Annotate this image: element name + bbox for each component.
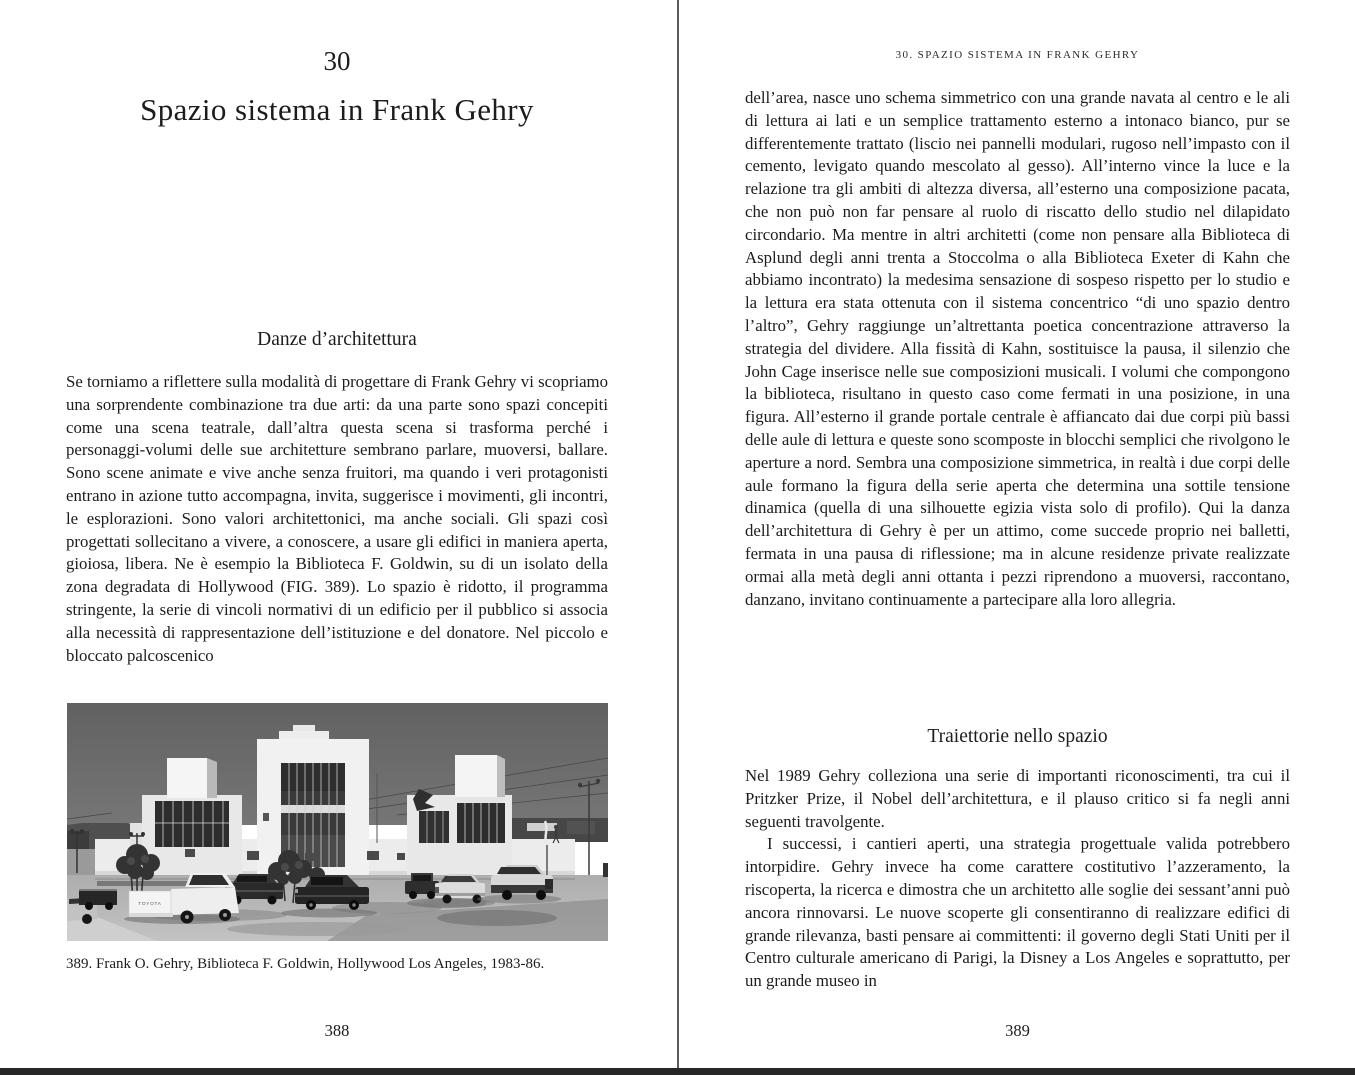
section-heading-danze: Danze d’architettura [257, 329, 417, 350]
section-heading-traiettorie: Traiettorie nello spazio [927, 726, 1108, 747]
library-photo-illustration [67, 703, 608, 941]
page-number-left: 388 [324, 1021, 350, 1040]
figure-photo [67, 703, 608, 941]
page-gutter-divider [677, 0, 679, 1068]
right-page [678, 0, 1355, 1075]
dark-trailer [79, 889, 117, 905]
central-tower [257, 725, 377, 875]
figure-caption: 389. Frank O. Gehry, Biblioteca F. Goldwin, Hollywood Los Angeles, 1983-86. [66, 956, 545, 972]
chapter-title: Spazio sistema in Frank Gehry [140, 92, 534, 127]
body-paragraph: dell’area, nasce uno schema simmetrico con una grande navata al centro e le ali di lettura ai lati e un semplice trattamento esterno a intonaco bianco, pur se differentemente trattato (liscio nei pannelli modulari, rugoso nell’impasto con il cemento, levigato quando mescolato al gesso). All’interno vince la luce e la relazione tra gli ambiti di altezza diversa, all’esterno una composizione pacata, che non può non far pensare al ruolo di riscatto dello studio nel dilapidato circondario. Ma mentre in altri architetti (come non pensare alla Biblioteca di Asplund degli anni trenta a Stoccolma o alla Biblioteca Exeter di Kahn che abbiamo incontrato) la medesima sensazione di sospeso rispetto per lo studio e la lettura era stata ottenuta con il sistema concentrico “di uno spazio dentro l’altro”, Gehry raggiunge un’altrettanta poetica concentrazione attraverso la strategia del dividere. Alla fissità di Kahn, sostituisce la pausa, il silenzio che John Cage inserisce nelle sue composizioni musicali. I volumi che compongono la biblioteca, risultano in questo caso come fermati in una posizione, in una figura. All’esterno il grande portale centrale è affiancato dai due corpi più bassi delle aule di lettura e queste sono scomposte in blocchi semplici che rivolgono le aperture a nord. Sembra una composizione simmetrica, in realtà i due corpi delle aule formano la figura della serie aperta che determina una sottile tensione dinamica (quella di una silhouette egizia vista solo di profilo). Qui la danza dell’architettura di Gehry è per un attimo, come succede proprio nei balletti, fermata in una pausa di riflessione; ma in alcune residenze private realizzate ormai alla metà degli anni ottanta i pezzi riprendono a muoversi, raccontano, danzano, invitano continuamente a partecipare alla loro allegria. [745, 88, 1290, 609]
right-page-body-continuation [745, 87, 1290, 611]
right-page-section-body [745, 765, 1290, 993]
toyota-tailgate-label: TOYOTA [138, 901, 162, 906]
page-number-right: 389 [1005, 1021, 1030, 1040]
left-page-body [66, 371, 608, 667]
chapter-number: 30 [323, 46, 351, 76]
body-paragraph: Se torniamo a riflettere sulla modalità di progettare di Frank Gehry vi scopriamo una sorprendente combinazione tra due arti: da una parte sono spazi concepiti come una scena teatrale, dall’altra questa scena si trasforma perché i personaggi-volumi delle sue architetture sembrano parlare, muoversi, ballare. Sono scene animate e vive anche senza fruitori, ma quando i veri protagonisti entrano in azione tutto accompagna, invita, suggerisce i movimenti, gli incontri, le esplorazioni. Sono valori architettonici, ma anche sociali. Gli spazi così progettati sollecitano a vivere, a conoscere, a usare gli edifici in maniera aperta, gioiosa, libera. Ne è esempio la Biblioteca F. Goldwin, su di un isolato della zona degradata di Hollywood (FIG. 389). Lo spazio è ridotto, il programma stringente, la serie di vincoli normativi di un edificio per il pubblico si associa alla necessità di rappresentazione dell’istituzione e del donatore. Nel piccolo e bloccato palcoscenico [66, 372, 608, 665]
body-paragraph: Nel 1989 Gehry colleziona una serie di importanti riconoscimenti, tra cui il Pritzker Prize, il Nobel dell’architettura, e il plauso critico si fa negli anni seguenti travolgente. [745, 766, 1290, 831]
running-head: 30. SPAZIO SISTEMA IN FRANK GEHRY [895, 49, 1140, 61]
body-paragraph: I successi, i cantieri aperti, una strategia progettuale valida potrebbero intorpidire. Gehry invece ha come carattere costitutivo l’azzeramento, la riscoperta, la ricerca e dimostra che un architetto alle soglie dei sessant’anni può ancora rinnovarsi. Le nuove scoperte gli consentiranno di realizzare edifici di grande rilevanza, basti pensare ai committenti: il governo degli Stati Uniti per il Centro culturale americano di Parigi, la Disney a Los Angeles e soprattutto, per un grande museo in [745, 834, 1290, 991]
scan-bottom-edge-bar [0, 1068, 1355, 1075]
